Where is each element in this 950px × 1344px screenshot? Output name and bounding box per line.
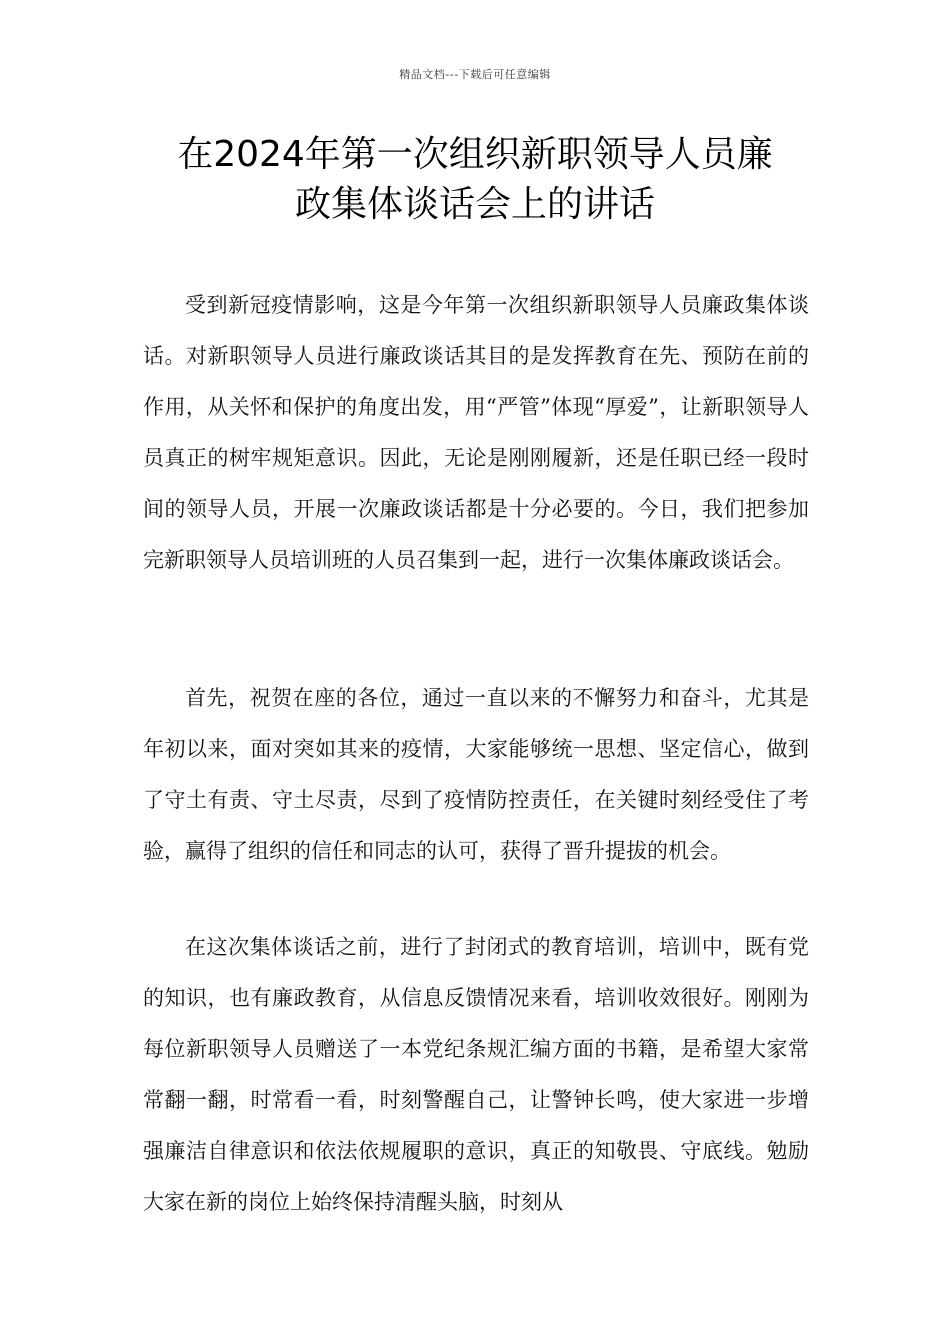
title-line-2: 政集体谈话会上的讲话 — [294, 184, 655, 225]
paragraph-3-block — [143, 922, 809, 1228]
paragraph-2-block — [143, 673, 809, 877]
paragraph-3: 在这次集体谈话之前，进行了封闭式的教育培训，培训中，既有党的知识，也有廉政教育，从信息反馈情况来看，培训收效很好。刚刚为每位新职领导人员赠送了一本党纪条规汇编方面的书籍，是希望大家常常翻一翻，时常看一看，时刻警醒自己，让警钟长鸣，使大家进一步增强廉洁自律意识和依法依规履职的意识，真正的知敬畏、守底线。勉励大家在新的岗位上始终保持清醒头脑，时刻从 — [143, 935, 809, 1214]
document-title — [120, 130, 830, 230]
paragraph-1-block — [143, 280, 809, 586]
title-line-1: 在2024年第一次组织新职领导人员廉 — [177, 134, 773, 175]
paragraph-2: 首先，祝贺在座的各位，通过一直以来的不懈努力和奋斗，尤其是年初以来，面对突如其来的疫情，大家能够统一思想、坚定信心，做到了守土有责、守土尽责，尽到了疫情防控责任，在关键时刻经受住了考验，赢得了组织的信任和同志的认可，获得了晋升提拔的机会。 — [143, 686, 809, 863]
paragraph-1: 受到新冠疫情影响，这是今年第一次组织新职领导人员廉政集体谈话。对新职领导人员进行廉政谈话其目的是发挥教育在先、预防在前的作用，从关怀和保护的角度出发，用“严管”体现“厚爱”，让新职领导人员真正的树牢规矩意识。因此，无论是刚刚履新，还是任职已经一段时间的领导人员，开展一次廉政谈话都是十分必要的。今日，我们把参加完新职领导人员培训班的人员召集到一起，进行一次集体廉政谈话会。 — [143, 293, 809, 572]
header-note: 精品文档---下载后可任意编辑 — [399, 68, 551, 81]
